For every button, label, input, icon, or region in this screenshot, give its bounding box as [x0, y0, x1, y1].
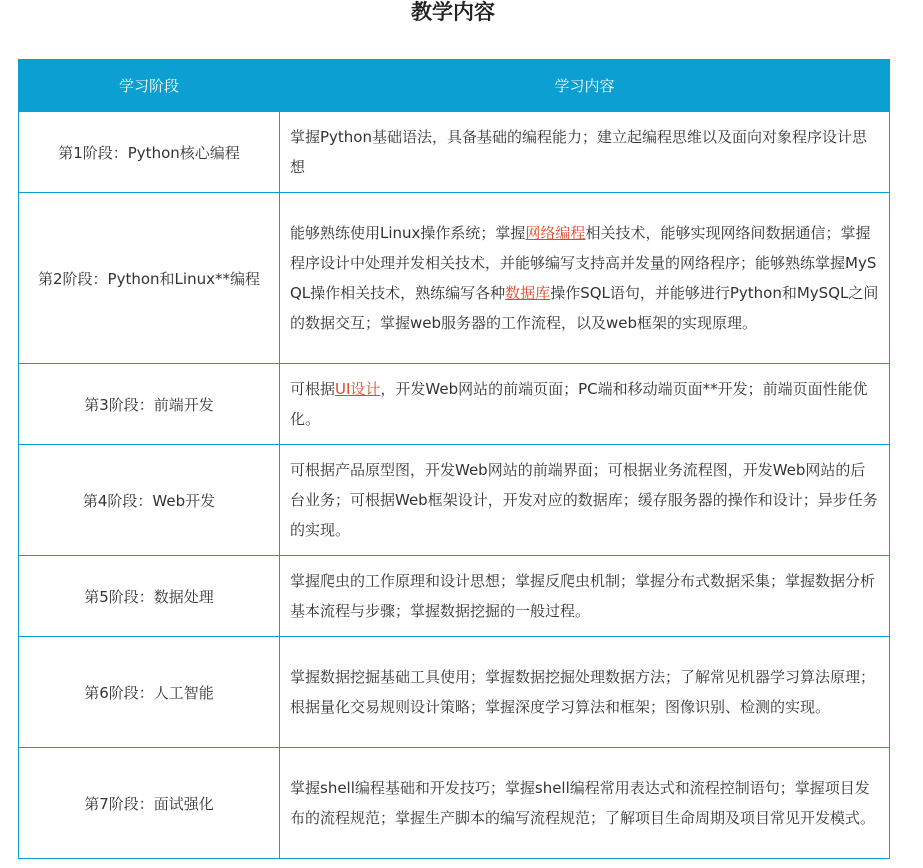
- table-row: [19, 748, 890, 859]
- header-stage: 学习阶段: [19, 60, 280, 112]
- content-text: ，开发Web网站的前端页面；PC端和移动端页面**开发；前端页面性能优化。: [290, 380, 868, 428]
- header-content: 学习内容: [280, 60, 890, 112]
- content-cell: [280, 112, 890, 193]
- table-row: [19, 445, 890, 556]
- stage-cell: 第2阶段：Python和Linux**编程: [19, 193, 280, 364]
- stage-cell: 第3阶段：前端开发: [19, 364, 280, 445]
- table-row: [19, 112, 890, 193]
- content-cell: [280, 193, 890, 364]
- stage-cell: 第7阶段：面试强化: [19, 748, 280, 859]
- content-cell: [280, 364, 890, 445]
- content-cell: [280, 748, 890, 859]
- content-text: 可根据: [290, 380, 336, 398]
- stage-cell: 第6阶段：人工智能: [19, 637, 280, 748]
- content-text: 掌握数据挖掘基础工具使用；掌握数据挖掘处理数据方法；了解常见机器学习算法原理；根据量化交易规则设计策略；掌握深度学习算法和框架；图像识别、检测的实现。: [290, 668, 876, 716]
- inline-link[interactable]: UI设计: [335, 380, 381, 398]
- content-text: 可根据产品原型图，开发Web网站的前端界面；可根据业务流程图，开发Web网站的后台业务；可根据Web框架设计，开发对应的数据库；缓存服务器的操作和设计；异步任务的实现。: [290, 461, 878, 539]
- content-cell: [280, 637, 890, 748]
- curriculum-table: [18, 59, 890, 859]
- header-row: [19, 60, 890, 112]
- inline-link[interactable]: 网络编程: [525, 224, 586, 242]
- content-text: 掌握Python基础语法，具备基础的编程能力；建立起编程思维以及面向对象程序设计思想: [290, 128, 867, 176]
- page-title: 教学内容: [411, 0, 495, 24]
- table-row: [19, 556, 890, 637]
- content-text: 操作SQL语句，并能够进行Python和MySQL之间的数据交互；掌握web服务器的工作流程，以及web框架的实现原理。: [290, 284, 879, 332]
- content-text: 掌握shell编程基础和开发技巧；掌握shell编程常用表达式和流程控制语句；掌握项目发布的流程规范；掌握生产脚本的编写流程规范；了解项目生命周期及项目常见开发模式。: [290, 779, 876, 827]
- content-cell: [280, 556, 890, 637]
- content-text: 能够熟练使用Linux操作系统；掌握: [290, 224, 526, 242]
- content-cell: [280, 445, 890, 556]
- table-row: [19, 193, 890, 364]
- content-text: 相关技术，能够实现网络间数据通信；掌握程序设计中处理并发相关技术，并能够编写支持高并发量的网络程序；能够熟练掌握MySQL操作相关技术，熟练编写各种: [290, 224, 877, 302]
- table-row: [19, 637, 890, 748]
- table-row: [19, 364, 890, 445]
- table-body: [19, 112, 890, 859]
- stage-cell: 第1阶段：Python核心编程: [19, 112, 280, 193]
- stage-cell: 第4阶段：Web开发: [19, 445, 280, 556]
- content-text: 掌握爬虫的工作原理和设计思想；掌握反爬虫机制；掌握分布式数据采集；掌握数据分析基本流程与步骤；掌握数据挖掘的一般过程。: [290, 572, 876, 620]
- table-header: [19, 60, 890, 112]
- stage-cell: 第5阶段：数据处理: [19, 556, 280, 637]
- inline-link[interactable]: 数据库: [505, 284, 551, 302]
